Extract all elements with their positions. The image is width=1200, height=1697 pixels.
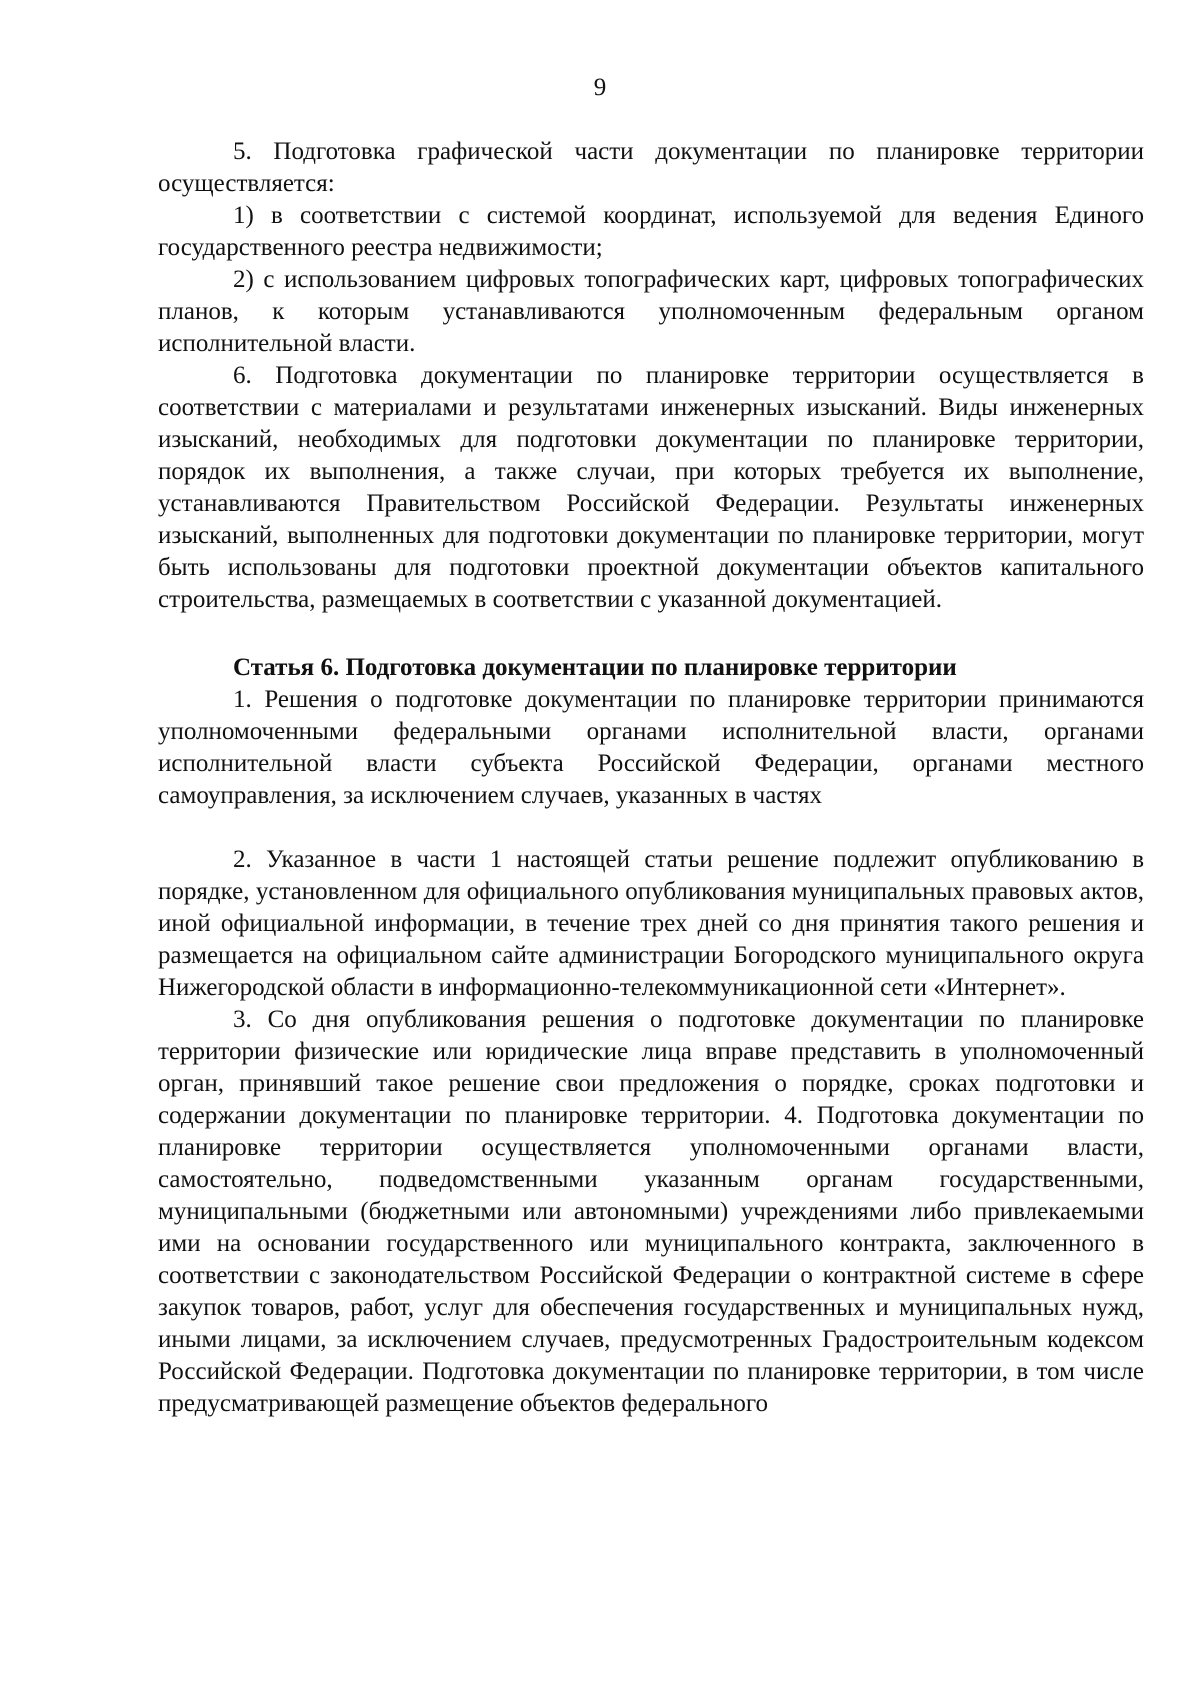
list-item-2: 2) с использованием цифровых топографических карт, цифровых топографических планов, к которым устанавливаются уполномоченным федеральным органом исполнительной власти. (158, 266, 1144, 357)
article-paragraph-2: 2. Указанное в части 1 настоящей статьи решение подлежит опубликованию в порядке, установленном для официального опубликования муниципальных правовых актов, иной официальной информации, в течение трех дней со дня принятия такого решения и размещается на официальном сайте администрации Богородского муниципального округа Нижегородской области в информационно-телекоммуникационной сети «Интернет». (158, 846, 1144, 1001)
article-paragraph-1: 1. Решения о подготовке документации по планировке территории принимаются уполномоченными федеральными органами исполнительной власти, органами исполнительной власти субъекта Российской Федерации, органами местного самоуправления, за исключением случаев, указанных в частях (158, 686, 1144, 809)
article-paragraph-3: 3. Со дня опубликования решения о подготовке документации по планировке территории физические или юридические лица вправе представить в уполномоченный орган, принявший такое решение свои предложения о порядке, сроках подготовки и содержании документации по планировке территории. 4. Подготовка документации по планировке территории осуществляется уполномоченными органами власти, самостоятельно, подведомственными указанным органам государственными, муниципальными (бюджетными или автономными) учреждениями либо привлекаемыми ими на основании государственного или муниципального контракта, заключенного в соответствии с законодательством Российской Федерации о контрактной системе в сфере закупок товаров, работ, услуг для обеспечения государственных и муниципальных нужд, иными лицами, за исключением случаев, предусмотренных Градостроительным кодексом Российской Федерации. Подготовка документации по планировке территории, в том числе предусматривающей размещение объектов федерального (158, 1006, 1144, 1417)
paragraph-6: 6. Подготовка документации по планировке территории осуществляется в соответствии с материалами и результатами инженерных изысканий. Виды инженерных изысканий, необходимых для подготовки документации по планировке территории, порядок их выполнения, а также случаи, при которых требуется их выполнение, устанавливаются Правительством Российской Федерации. Результаты инженерных изысканий, выполненных для подготовки документации по планировке территории, могут быть использованы для подготовки проектной документации объектов капитального строительства, размещаемых в соответствии с указанной документацией. (158, 362, 1144, 613)
document-body (158, 136, 1144, 1420)
page-number: 9 (593, 74, 607, 101)
article-heading: Статья 6. Подготовка документации по планировке территории (233, 654, 957, 681)
list-item-1: 1) в соответствии с системой координат, используемой для ведения Единого государственного реестра недвижимости; (158, 202, 1144, 261)
paragraph-5: 5. Подготовка графической части документации по планировке территории осуществляется: (158, 138, 1144, 197)
